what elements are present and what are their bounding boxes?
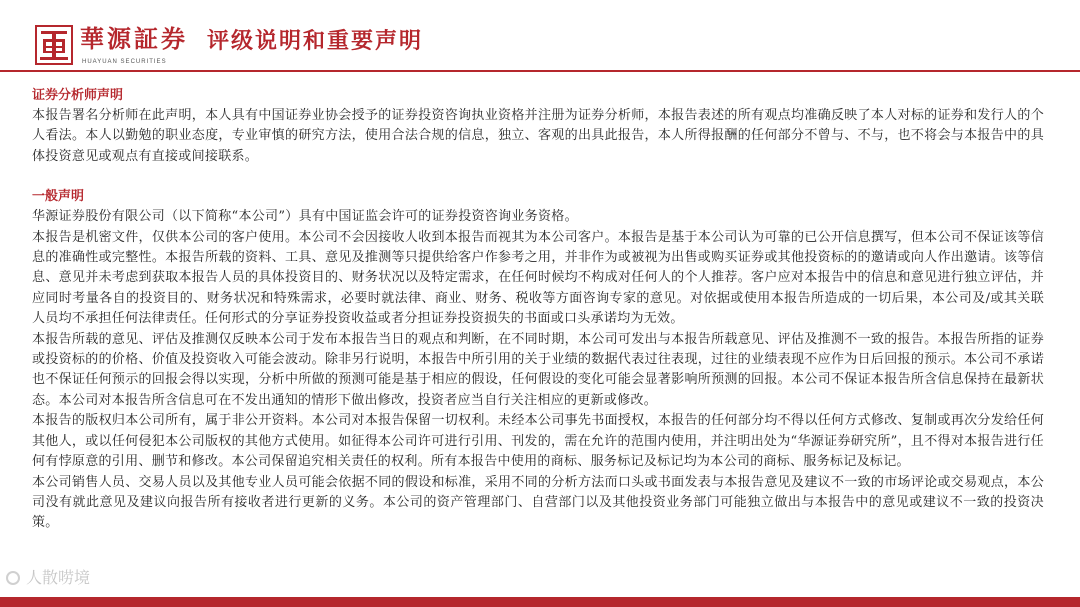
section-spacer — [32, 167, 1044, 187]
header-divider — [0, 70, 1080, 72]
huayuan-logo-icon — [35, 25, 73, 65]
paragraph: 本报告署名分析师在此声明，本人具有中国证券业协会授予的证券投资咨询执业资格并注册为证券分析师，本报告表述的所有观点均准确反映了本人对标的证券和发行人的个人看法。本人以勤勉的职业态度，专业审慎的研究方法，使用合法合规的信息，独立、客观的出具此报告，本人所得报酬的任何部分不曾与、不与，也不将会与本报告中的具体投资意见或观点有直接或间接联系。 — [32, 108, 1044, 164]
section-title: 一般声明 — [32, 189, 85, 205]
section-analyst-statement — [32, 86, 1044, 167]
paragraph: 本报告是机密文件，仅供本公司的客户使用。本公司不会因接收人收到本报告而视其为本公司客户。本报告是基于本公司认为可靠的已公开信息撰写，但本公司不保证该等信息的准确性或完整性。本报告所载的资料、工具、意见及推测等只提供给客户作参考之用，并非作为或被视为出售或购买证券或其他投资标的的邀请或向人作出邀请。该等信息、意见并未考虑到获取本报告人员的具体投资目的、财务状况以及特定需求，在任何时候均不构成对任何人的个人推荐。客户应对本报告中的信息和意见进行独立评估，并应同时考量各自的投资目的、财务状况和特殊需求，必要时就法律、商业、财务、税收等方面咨询专家的意见。对依据或使用本报告所造成的一切后果，本公司及/或其关联人员均不承担任何法律责任。任何形式的分享证券投资收益或者分担证券投资损失的书面或口头承诺均为无效。 — [32, 229, 1044, 327]
page-title: 评级说明和重要声明 — [207, 28, 424, 54]
paragraph: 本报告的版权归本公司所有，属于非公开资料。本公司对本报告保留一切权利。未经本公司事先书面授权，本报告的任何部分均不得以任何方式修改、复制或再次分发给任何其他人，或以任何侵犯本公司版权的其他方式使用。如征得本公司许可进行引用、刊发的，需在允许的范围内使用，并注明出处为“华源证券研究所”，且不得对本报告进行任何有悖原意的引用、删节和修改。本公司保留追究相关责任的权利。所有本报告中使用的商标、服务标记及标记均为本公司的商标、服务标记及标记。 — [32, 413, 1044, 470]
watermark-logo-icon — [6, 571, 20, 585]
brand-name: 華源証券 — [80, 24, 188, 53]
watermark-text: 人散唠境 — [26, 568, 91, 587]
page-header — [0, 0, 1080, 72]
paragraph: 本公司销售人员、交易人员以及其他专业人员可能会依据不同的假设和标准，采用不同的分析方法而口头或书面发表与本报告意见及建议不一致的市场评论或交易观点，本公司没有就此意见及建议向报告所有接收者进行更新的义务。本公司的资产管理部门、自营部门以及其他投资业务部门可能独立做出与本报告中的意见或建议不一致的投资决策。 — [32, 474, 1044, 531]
disclaimer-content — [32, 86, 1044, 534]
footer-bar — [0, 597, 1080, 607]
watermark — [6, 568, 90, 588]
section-general-statement — [32, 187, 1044, 534]
brand-name-english: HUAYUAN SECURITIES — [82, 59, 167, 65]
paragraph: 本报告所载的意见、评估及推测仅反映本公司于发布本报告当日的观点和判断，在不同时期，本公司可发出与本报告所载意见、评估及推测不一致的报告。本报告所指的证券或投资标的的价格、价值及投资收入可能会波动。除非另行说明，本报告中所引用的关于业绩的数据代表过往表现，过往的业绩表现不应作为日后回报的预示。本公司不承诺也不保证任何预示的回报会得以实现，分析中所做的预测可能是基于相应的假设，任何假设的变化可能会显著影响所预测的回报。本公司不保证本报告所含信息保持在最新状态。本公司对本报告所含信息可在不发出通知的情形下做出修改，投资者应当自行关注相应的更新或修改。 — [32, 331, 1044, 408]
section-title: 证券分析师声明 — [32, 88, 124, 103]
paragraph: 华源证券股份有限公司（以下简称“本公司”）具有中国证监会许可的证券投资咨询业务资格。 — [32, 209, 578, 225]
